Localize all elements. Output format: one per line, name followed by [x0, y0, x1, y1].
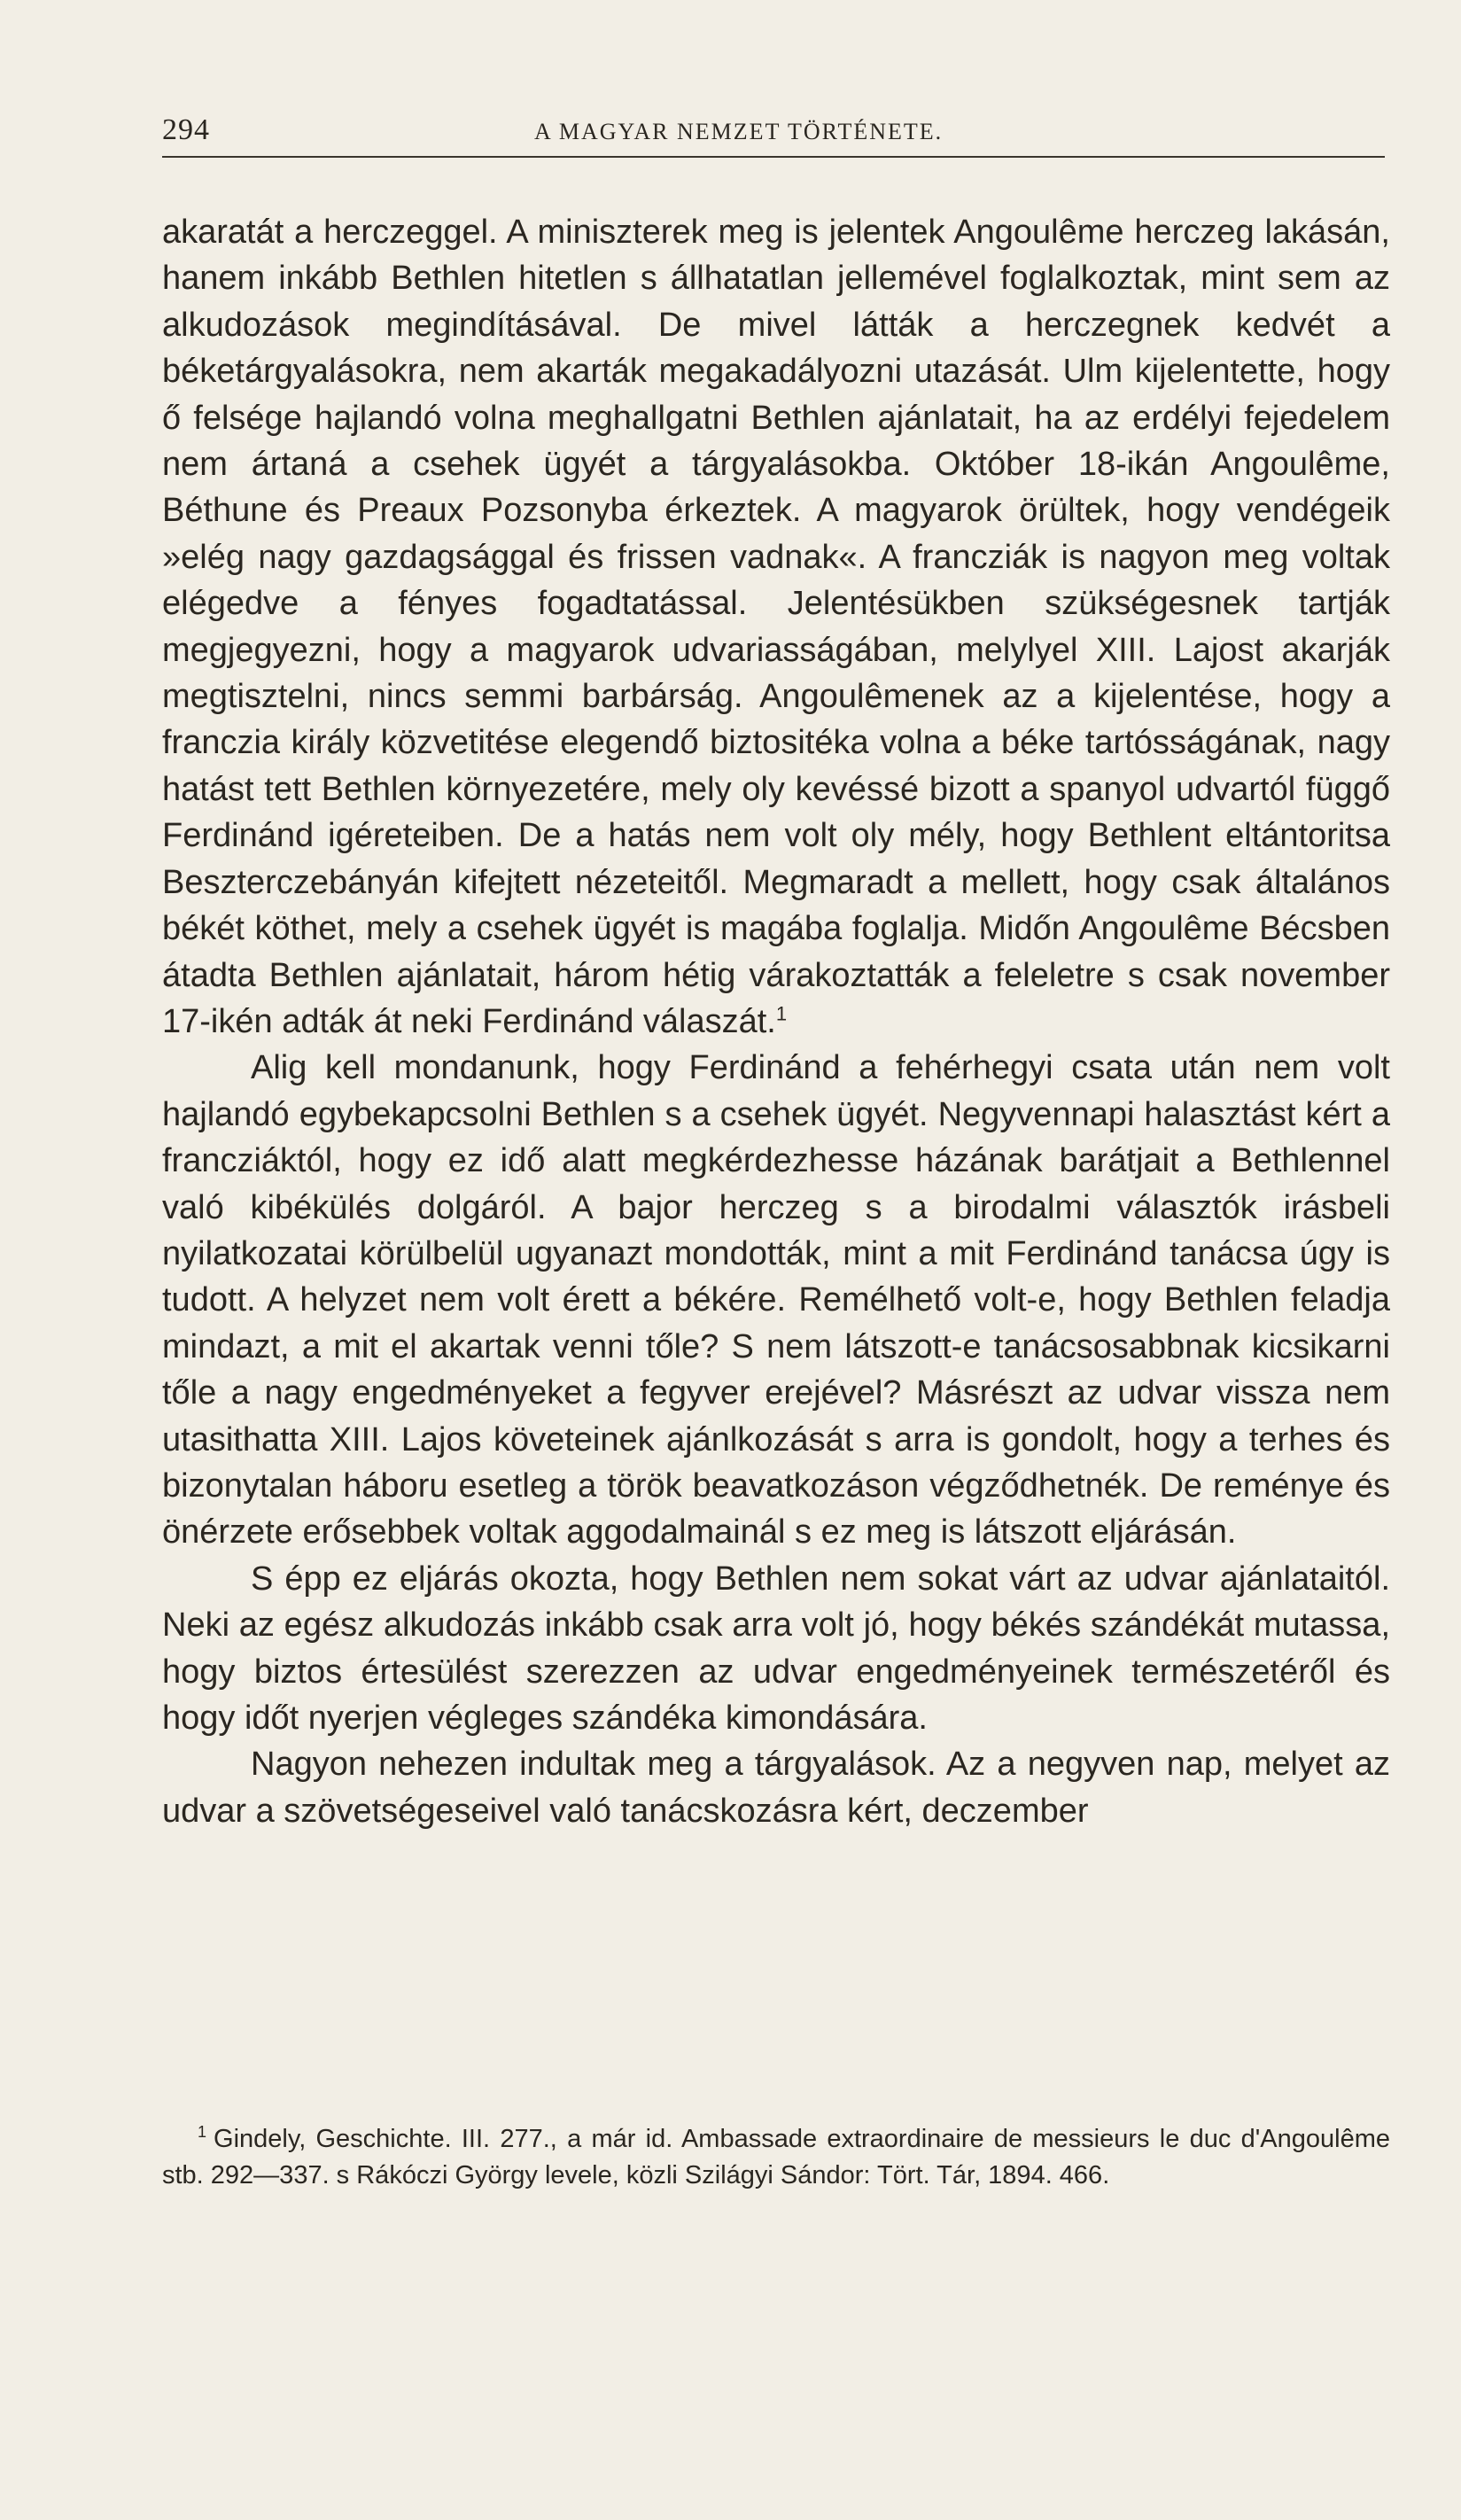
page-header [162, 105, 1385, 158]
footnote-mark: 1 [198, 2123, 207, 2142]
footnotes [162, 2121, 1390, 2194]
footnote-reference: 1 [775, 1002, 788, 1025]
paragraph [162, 1741, 1390, 1834]
running-title: A MAGYAR NEMZET TÖRTÉNETE. [534, 119, 944, 144]
footnote-text: Gindely, Geschichte. III. 277., a már id. Ambassade extraordinaire de messieurs le duc d'Angoulême stb. 292—337. s Rákóczi György levele, közli Szilágyi Sándor: Tört. Tár, 1894. 466. [162, 2125, 1390, 2189]
paragraph-text: akaratát a herczeggel. A miniszterek meg is jelentek Angoulême herczeg lakásán, hanem inkább Bethlen hitetlen s állhatatlan jellemével foglalkoztak, mint sem az alkudozások megindításával. De mivel látták a herczegnek kedvét a béketárgyalásokra, nem akarták megakadályozni utazását. Ulm kijelentette, hogy ő felsége hajlandó volna meghallgatni Bethlen ajánlatait, ha az erdélyi fejedelem nem ártaná a csehek ügyét a tárgyalásokba. Október 18-ikán Angoulême, Béthune és Preaux Pozsonyba érkeztek. A magyarok örültek, hogy vendégeik »elég nagy gazdagsággal és frissen vadnak«. A francziák is nagyon meg voltak elégedve a fényes fogadtatással. Jelentésükben szükségesnek tartják megjegyezni, hogy a magyarok udvariasságában, melylyel XIII. Lajost akarják megtisztelni, nincs semmi barbárság. Angoulêmenek az a kijelentése, hogy a franczia király közvetitése elegendő biztositéka volna a béke tartósságának, nagy hatást tett Bethlen környezetére, mely oly kevéssé bizott a spanyol udvartól függő Ferdinánd igéreteiben. De a hatás nem volt oly mély, hogy Bethlent eltántoritsa Beszterczebányán kifejtett nézeteitől. Megmaradt a mellett, hogy csak általános békét köthet, mely a csehek ügyét is magába foglalja. Midőn Angoulême Bécsben átadta Bethlen ajánlatait, három hétig várakoztatták a feleletre s csak november 17-ikén adták át neki Ferdinánd válaszát. [162, 214, 1390, 1040]
header-rule [162, 156, 1385, 158]
paragraph [162, 1556, 1390, 1742]
paragraph [162, 209, 1390, 1045]
page-number: 294 [162, 113, 210, 146]
footnote [162, 2121, 1390, 2194]
paragraph-text: Nagyon nehezen indultak meg a tárgyalások. Az a negyven nap, melyet az udvar a szövetségeseivel való tanácskozásra kért, deczember [162, 1746, 1390, 1830]
body-text [162, 209, 1390, 1834]
paragraph-text: S épp ez eljárás okozta, hogy Bethlen nem sokat várt az udvar ajánlataitól. Neki az egész alkudozás inkább csak arra volt jó, hogy békés szándékát mutassa, hogy biztos értesülést szerezzen az udvar engedményeinek természetéről és hogy időt nyerjen végleges szándéka kimondására. [162, 1559, 1390, 1737]
paragraph-text: Alig kell mondanunk, hogy Ferdinánd a fehérhegyi csata után nem volt hajlandó egybekapcsolni Bethlen s a csehek ügyét. Negyvennapi halasztást kért a francziáktól, hogy ez idő alatt megkérdezhesse házának barátjait a Bethlennel való kibékülés dolgáról. A bajor herczeg s a birodalmi választók irásbeli nyilatkozatai körülbelül ugyanazt mondották, mint a mit Ferdinánd tanácsa úgy is tudott. A helyzet nem volt érett a békére. Remélhető volt-e, hogy Bethlen feladja mindazt, a mit el akartak venni tőle? S nem látszott-e tanácsosabbnak kicsikarni tőle a nagy engedményeket a fegyver erejével? Másrészt az udvar vissza nem utasithatta XIII. Lajos követeinek ajánlkozását s arra is gondolt, hogy a terhes és bizonytalan háboru esetleg a török beavatkozáson végződhetnék. De reménye és önérzete erősebbek voltak aggodalmainál s ez meg is látszott eljárásán. [162, 1049, 1390, 1552]
paragraph [162, 1045, 1390, 1555]
